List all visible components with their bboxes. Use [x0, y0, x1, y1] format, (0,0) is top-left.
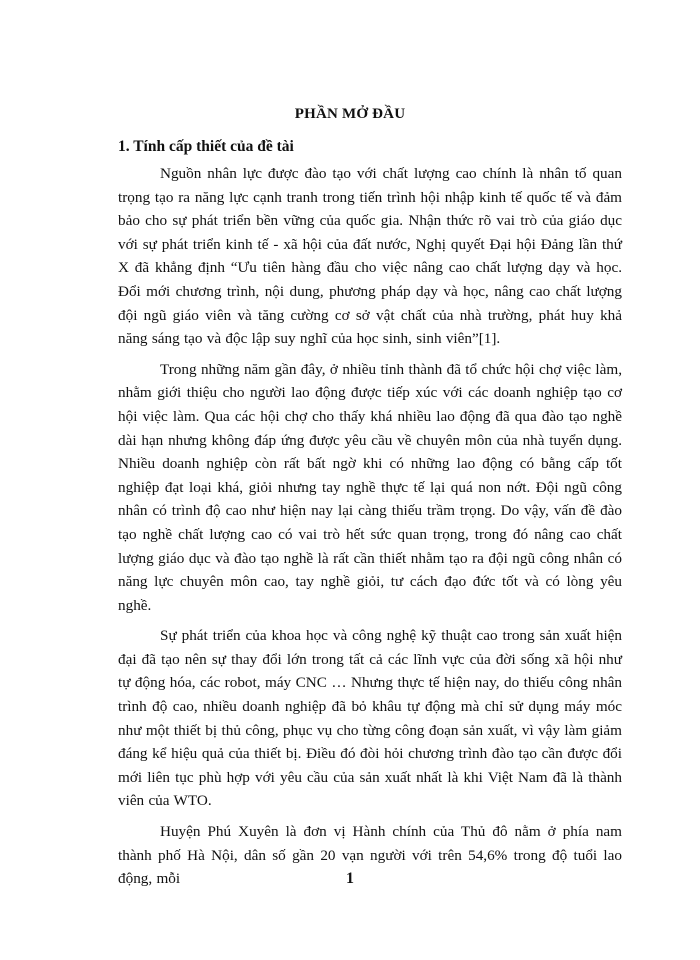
page-number: 1 [346, 870, 354, 887]
section-heading: 1. Tính cấp thiết của đề tài [118, 138, 294, 155]
paragraph-1: Nguồn nhân lực được đào tạo với chất lượng cao chính là nhân tố quan trọng tạo ra năng lực cạnh tranh trong tiến trình hội nhập kinh tế quốc tế và đảm bảo cho sự phát triển bền vững của quốc gia. Nhận thức rõ vai trò của giáo dục với sự phát triển kinh tế - xã hội của đất nước, Nghị quyết Đại hội Đảng lần thứ X đã khẳng định “Ưu tiên hàng đầu cho việc nâng cao chất lượng dạy và học. Đổi mới chương trình, nội dung, phương pháp dạy và học, nâng cao chất lượng đội ngũ giáo viên và tăng cường cơ sở vật chất của nhà trường, phát huy khả năng sáng tạo và độc lập suy nghĩ của học sinh, sinh viên”[1]. [118, 165, 622, 348]
body-text [118, 162, 622, 891]
page-title: PHẦN MỞ ĐẦU [294, 106, 406, 122]
paragraph-3: Sự phát triển của khoa học và công nghệ kỹ thuật cao trong sản xuất hiện đại đã tạo nên sự thay đổi lớn trong tất cả các lĩnh vực của đời sống xã hội như tự động hóa, các robot, máy CNC … Nhưng thực tế hiện nay, do thiếu công nhân trình độ cao, nhiều doanh nghiệp đã bỏ khâu tự động mà chỉ sử dụng máy móc như một thiết bị thủ công, phục vụ cho từng công đoạn sản xuất, vì vậy làm giảm đáng kể hiệu quả của thiết bị. Điều đó đòi hỏi chương trình đào tạo cần được đổi mới liên tục phù hợp với yêu cầu của sản xuất nhất là khi Việt Nam đã là thành viên của WTO. [118, 627, 622, 810]
paragraph-2: Trong những năm gần đây, ở nhiều tỉnh thành đã tổ chức hội chợ việc làm, nhằm giới thiệu cho người lao động được tiếp xúc với các doanh nghiệp tạo cơ hội việc làm. Qua các hội chợ cho thấy khá nhiều lao động đã qua đào tạo nghề dài hạn nhưng không đáp ứng được yêu cầu về chuyên môn của nhà tuyển dụng. Nhiều doanh nghiệp còn rất bất ngờ khi có những lao động có bằng cấp tốt nghiệp đạt loại khá, giỏi nhưng tay nghề thực tế lại quá non nớt. Đội ngũ công nhân có trình độ cao như hiện nay lại càng thiếu trầm trọng. Do vậy, vấn đề đào tạo nghề chất lượng cao có vai trò hết sức quan trọng, trong đó nâng cao chất lượng giáo dục và đào tạo nghề là rất cần thiết nhằm tạo ra đội ngũ công nhân có năng lực chuyên môn cao, tay nghề giỏi, tư cách đạo đức tốt và có lòng yêu nghề. [118, 360, 622, 614]
paragraph-4: Huyện Phú Xuyên là đơn vị Hành chính của Thủ đô nằm ở phía nam thành phố Hà Nội, dân số gần 20 vạn người với trên 54,6% trong độ tuổi lao động, mỗi [118, 823, 622, 888]
